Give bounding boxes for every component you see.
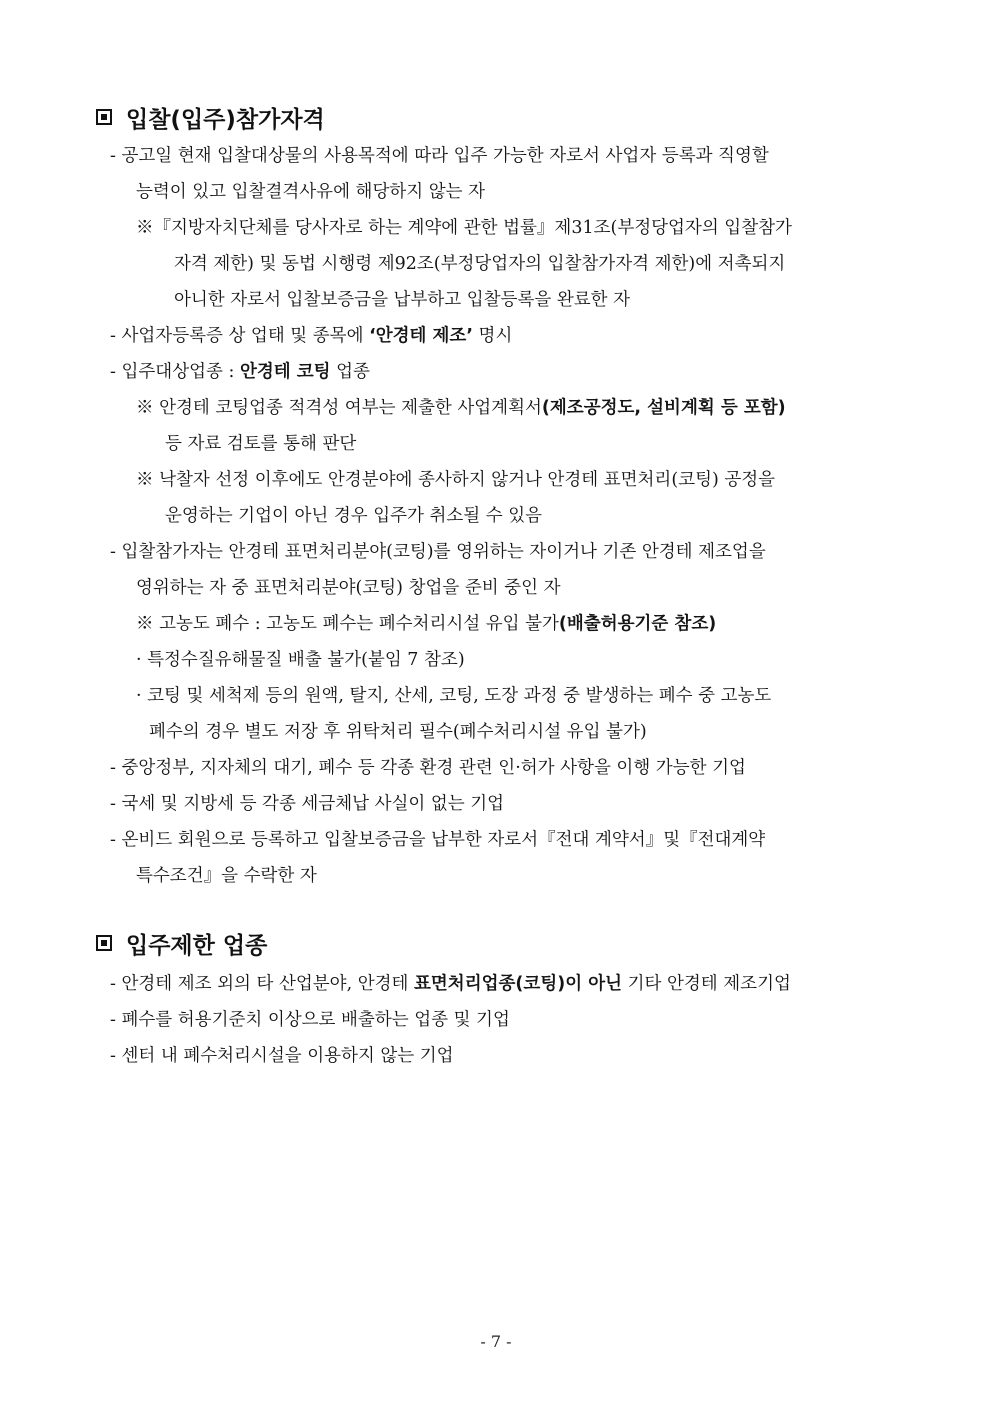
eligibility-line-1: - 공고일 현재 입찰대상물의 사용목적에 따라 입주 가능한 자로서 사업자 등록과 직영할 [110, 146, 769, 166]
note-line-suitability: ※ 안경테 코팅업종 적격성 여부는 제출한 사업계획서(제조공정도, 설비계획 등 포함) [136, 398, 786, 418]
section-title: 입주제한 업종 [126, 932, 268, 959]
restricted-line-1: - 안경테 제조 외의 타 산업분야, 안경테 표면처리업종(코팅)이 아닌 기타 안경테 제조기업 [110, 974, 791, 994]
section-heading-eligibility [96, 99, 325, 135]
eligibility-line-taxes: - 국세 및 지방세 등 각종 세금체납 사실이 없는 기업 [110, 794, 505, 814]
note-line-law: ※『지방자치단체를 당사자로 하는 계약에 관한 법률』제31조(부정당업자의 입찰참가 [136, 218, 792, 238]
note-line-cancellation-2: 운영하는 기업이 아닌 경우 입주가 취소될 수 있음 [165, 506, 543, 526]
section-heading-restricted [96, 925, 267, 961]
eligibility-line-business-registration: - 사업자등록증 상 업태 및 종목에 ‘안경테 제조’ 명시 [110, 326, 513, 346]
bullet-line-coating-waste-2: 폐수의 경우 별도 저장 후 위탁처리 필수(폐수처리시설 유입 불가) [149, 722, 647, 742]
note-line-suitability-2: 등 자료 검토를 통해 판단 [165, 434, 357, 454]
note-line-law-3: 아니한 자로서 입찰보증금을 납부하고 입찰등록을 완료한 자 [174, 290, 630, 310]
square-bullet-icon [96, 109, 112, 125]
square-bullet-icon [96, 935, 112, 951]
eligibility-line-2: 능력이 있고 입찰결격사유에 해당하지 않는 자 [136, 182, 486, 202]
note-line-cancellation: ※ 낙찰자 선정 이후에도 안경분야에 종사하지 않거나 안경테 표면처리(코팅) 공정을 [136, 470, 776, 490]
section-title: 입찰(입주)참가자격 [126, 106, 325, 133]
eligibility-line-onbid: - 온비드 회원으로 등록하고 입찰보증금을 납부한 자로서『전대 계약서』및『전대계약 [110, 830, 766, 850]
bullet-line-hazardous: · 특정수질유해물질 배출 불가(붙임 7 참조) [136, 650, 465, 670]
page-number: - 7 - [480, 1332, 512, 1351]
restricted-line-3: - 센터 내 폐수처리시설을 이용하지 않는 기업 [110, 1046, 454, 1066]
eligibility-line-participant-2: 영위하는 자 중 표면처리분야(코팅) 창업을 준비 중인 자 [136, 578, 561, 598]
restricted-line-2: - 폐수를 허용기준치 이상으로 배출하는 업종 및 기업 [110, 1010, 510, 1030]
note-line-wastewater: ※ 고농도 폐수 : 고농도 폐수는 폐수처리시설 유입 불가(배출허용기준 참조) [136, 614, 717, 634]
eligibility-line-permits: - 중앙정부, 지자체의 대기, 폐수 등 각종 환경 관련 인·허가 사항을 이행 가능한 기업 [110, 758, 746, 778]
eligibility-line-target-industry: - 입주대상업종 : 안경테 코팅 업종 [110, 362, 370, 382]
eligibility-line-onbid-2: 특수조건』을 수락한 자 [136, 866, 317, 886]
eligibility-line-participant: - 입찰참가자는 안경테 표면처리분야(코팅)를 영위하는 자이거나 기존 안경테 제조업을 [110, 542, 766, 562]
bullet-line-coating-waste: · 코팅 및 세척제 등의 원액, 탈지, 산세, 코팅, 도장 과정 중 발생하는 폐수 중 고농도 [136, 686, 772, 706]
note-line-law-2: 자격 제한) 및 동법 시행령 제92조(부정당업자의 입찰참가자격 제한)에 저촉되지 [174, 254, 786, 274]
